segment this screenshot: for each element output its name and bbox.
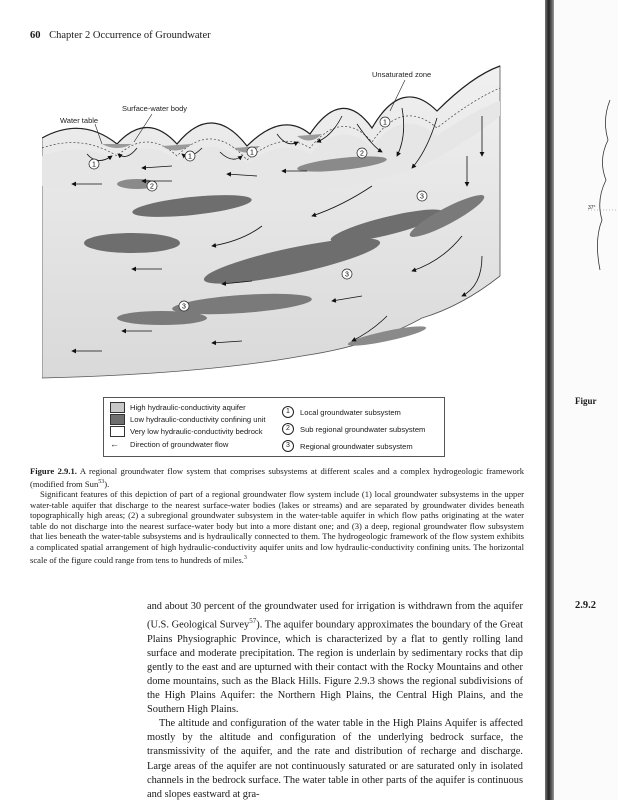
body-text-span: ). The aquifer boundary approximates the boundary of the Great Plains Physiographic Province, which is characterized by a flat to gently rolling land surface and moderate precipitation. The region is underlain by sedimentary rocks that dip gently to the east and are upturned with their contact with the Rocky Mountains and other dome mountains, such as the Black Hills. Figure 2.9.3 shows the regional subdivisions of the High Plains Aquifer: the Northern High Plains, the Central High Plains, and the Southern High Plains. xyxy=(147,619,523,716)
legend-label: Local groundwater subsystem xyxy=(300,407,401,417)
caption-ref: 3 xyxy=(243,554,247,561)
chapter-title: Chapter 2 Occurrence of Groundwater xyxy=(49,30,211,41)
legend-subsystem xyxy=(282,423,425,435)
subsystem-number: 1 xyxy=(282,406,294,418)
legend-subsystem xyxy=(282,406,401,418)
legend-subsystem xyxy=(282,440,413,452)
bedrock-swatch xyxy=(110,426,125,437)
caption-body: Significant features of this depiction of part of a regional groundwater flow system include (1) local groundwater subsystems in the upper water-table aquifer that discharge to the nearest surface-water bodies (lakes or streams) and are separated by groundwater divides beneath topographically high areas; (2) a subregional groundwater subsystem in the water-table aquifer in which flow paths originating at the water table do not discharge into the nearest surface-water body but into a more distant one; and (3) a deep, regional groundwater flow subsystem that lies beneath the water-table subsystems and is hydraulically connected to them. The hydrogeologic framework of the flow system exhibits a complicated spatial arrangement of high hydraulic-conductivity aquifer units and low hydraulic-conductivity confining units. The horizontal scale of the figure could range from tens to hundreds of miles. xyxy=(30,489,524,565)
groundwater-flow-diagram xyxy=(42,56,504,386)
map-coordinate: 37° xyxy=(588,205,596,211)
subsystem-number: 3 xyxy=(282,440,294,452)
unsaturated-zone-label: Unsaturated zone xyxy=(372,70,432,79)
confining-unit xyxy=(117,311,207,325)
marker-2: 2 xyxy=(360,150,364,158)
book-spine xyxy=(545,0,554,800)
flow-arrow-icon: ← xyxy=(110,439,119,449)
legend-label: Regional groundwater subsystem xyxy=(300,441,413,451)
facing-figure-label: Figur xyxy=(575,396,597,406)
aquifer-swatch xyxy=(110,402,125,413)
marker-1: 1 xyxy=(383,119,387,127)
page-number: 60 xyxy=(30,30,41,41)
caption-paragraph xyxy=(30,489,524,565)
caption-title xyxy=(30,466,524,489)
legend-label: Low hydraulic-conductivity confining unit xyxy=(130,415,266,424)
marker-1: 1 xyxy=(250,149,254,157)
figure-legend xyxy=(103,397,445,457)
confining-unit xyxy=(84,233,180,253)
legend-item xyxy=(110,426,263,437)
marker-1: 1 xyxy=(92,161,96,169)
legend-item xyxy=(110,439,228,449)
page-header xyxy=(30,30,211,41)
marker-3: 3 xyxy=(345,271,349,279)
surface-water-body-label: Surface-water body xyxy=(122,104,188,113)
legend-label: Sub regional groundwater subsystem xyxy=(300,424,426,434)
marker-1: 1 xyxy=(188,153,192,161)
marker-3: 3 xyxy=(182,303,186,311)
legend-label: Very low hydraulic-conductivity bedrock xyxy=(130,427,263,436)
body-text xyxy=(147,600,523,802)
figure-caption xyxy=(30,466,524,565)
legend-item xyxy=(110,414,266,425)
legend-label: Direction of groundwater flow xyxy=(130,439,229,449)
body-ref: 57 xyxy=(249,617,257,626)
cross-section-figure xyxy=(42,56,504,386)
caption-figure-number: Figure 2.9.1. xyxy=(30,466,77,476)
subsystem-number: 2 xyxy=(282,423,294,435)
caption-ref: 53 xyxy=(98,478,105,485)
facing-map-fragment xyxy=(588,90,618,280)
caption-title-text: A regional groundwater flow system that comprises subsystems at different scales and a complex hydrogeologic framework (modified from Sun xyxy=(30,466,525,489)
section-number: 2.9.2 xyxy=(575,600,596,611)
confining-unit-swatch xyxy=(110,414,125,425)
legend-label: High hydraulic-conductivity aquifer xyxy=(130,403,246,412)
body-paragraph: The altitude and configuration of the water table in the High Plains Aquifer is affected mostly by the altitude and configuration of the underlying bedrock surface, the transmissivity of the aquifer, and the rate and distribution of recharge and discharge. Large areas of the aquifer are not continuously saturated or are saturated only in isolated channels in the bedrock surface. The water table in other parts of the aquifer is continuous and slopes eastward at gra- xyxy=(147,718,523,800)
body-text-span: and about 30 percent of the groundwater used for irrigation is withdrawn from the aquifer (U.S. Geological Survey xyxy=(147,601,523,631)
water-table-label: Water table xyxy=(60,116,99,125)
body-paragraph xyxy=(147,600,523,717)
legend-item xyxy=(110,402,246,413)
marker-3: 3 xyxy=(420,193,424,201)
caption-title-end: ). xyxy=(104,478,110,489)
marker-2: 2 xyxy=(150,183,154,191)
